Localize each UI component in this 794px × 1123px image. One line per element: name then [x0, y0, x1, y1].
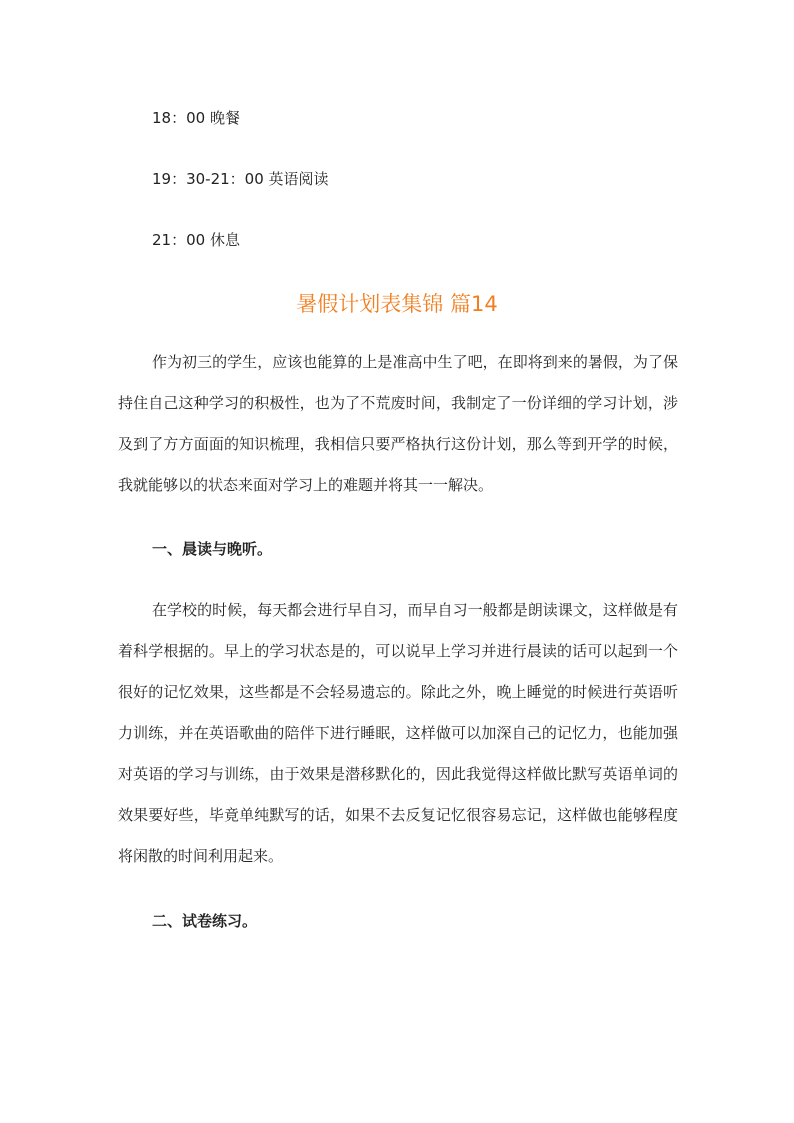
body-paragraph-morning-reading: 在学校的时候，每天都会进行早自习，而早自习一般都是朗读课文，这样做是有着科学根据的。早上的学习状态是的，可以说早上学习并进行晨读的话可以起到一个很好的记忆效果，这些都是不会轻易遗忘的。除此之外，晚上睡觉的时候进行英语听力训练，并在英语歌曲的陪伴下进行睡眠，这样做可以加深自己的记忆力，也能加强对英语的学习与训练，由于效果是潜移默化的，因此我觉得这样做比默写英语单词的效果要好些，毕竟单纯默写的话，如果不去反复记忆很容易忘记，这样做也能够程度将闲散的时间利用起来。: [118, 601, 678, 865]
intro-paragraph: 作为初三的学生，应该也能算的上是准高中生了吧，在即将到来的暑假，为了保持住自己这种学习的积极性，也为了不荒废时间，我制定了一份详细的学习计划，涉及到了方方面面的知识梳理，我相信只要严格执行这份计划，那么等到开学的时候，我就能够以的状态来面对学习上的难题并将其一一解决。: [118, 353, 678, 494]
schedule-item-rest: 21：00 休息: [152, 231, 240, 249]
schedule-item-english-reading: 19：30-21：00 英语阅读: [152, 170, 329, 188]
heading-morning-reading: 一、晨读与晚听。: [152, 540, 273, 558]
section-title: 暑假计划表集锦 篇14: [296, 292, 498, 316]
heading-exam-practice: 二、试卷练习。: [152, 912, 258, 930]
schedule-item-dinner: 18：00 晚餐: [152, 109, 240, 127]
